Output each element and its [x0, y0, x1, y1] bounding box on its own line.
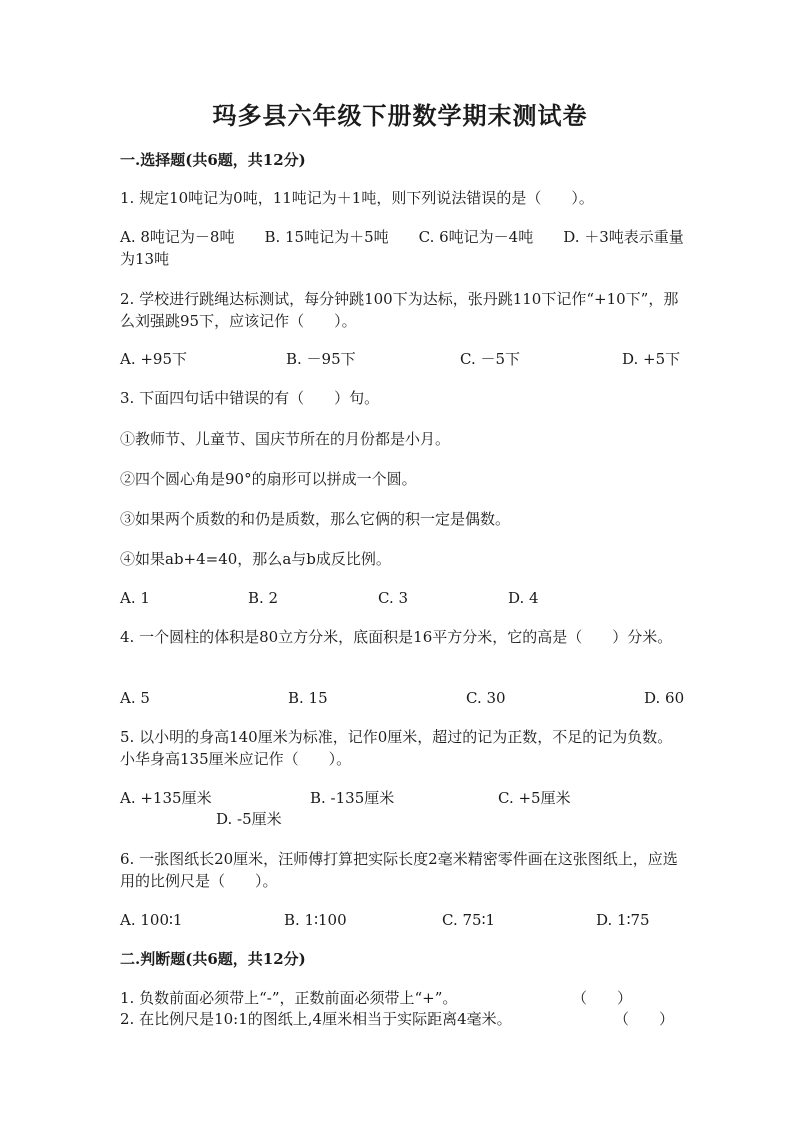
section-heading-judge: 二.判断题(共6题，共12分) [120, 950, 306, 968]
question-2: 2. 学校进行跳绳达标测试，每分钟跳100下为达标，张丹跳110下记作“+10下”，那么刘强跳95下，应该记作（ ）。 [120, 290, 679, 330]
judge-question-1-blank: （ ） [572, 989, 633, 1007]
option-d: D. +5下 [622, 350, 681, 368]
judge-question-2 [120, 1008, 690, 1030]
option-b: B. 15 [288, 689, 328, 707]
question-4-options [120, 687, 690, 709]
question-3: 3. 下面四句话中错误的有（ ）句。 [120, 389, 380, 407]
option-a: A. +95下 [120, 350, 188, 368]
option-c: C. +5厘米 [498, 789, 571, 807]
question-5-options-row-2 [120, 808, 690, 830]
question-1-options: A. 8吨记为－8吨 B. 15吨记为＋5吨 C. 6吨记为－4吨 D. ＋3吨表示重量为13吨 [120, 228, 684, 268]
option-a: A. +135厘米 [120, 789, 212, 807]
question-3-options [120, 587, 690, 609]
option-d: D. -5厘米 [216, 810, 282, 828]
option-b: B. -135厘米 [310, 789, 395, 807]
option-a: A. 5 [120, 689, 150, 707]
judge-question-1 [120, 987, 690, 1009]
question-1: 1. 规定10吨记为0吨，11吨记为＋1吨，则下列说法错误的是（ ）。 [120, 189, 594, 207]
question-3-statement-4: ④如果ab+4=40，那么a与b成反比例。 [120, 550, 391, 568]
question-5: 5. 以小明的身高140厘米为标准，记作0厘米，超过的记为正数，不足的记为负数。小华身高135厘米应记作（ ）。 [120, 728, 673, 768]
option-a: A. 100∶1 [120, 911, 183, 929]
option-c: C. 3 [378, 589, 409, 607]
question-4: 4. 一个圆柱的体积是80立方分米，底面积是16平方分米，它的高是（ ）分米。 [120, 628, 673, 646]
page-title: 玛多县六年级下册数学期末测试卷 [212, 101, 588, 130]
judge-question-2-text: 2. 在比例尺是10:1的图纸上,4厘米相当于实际距离4毫米。 [120, 1010, 512, 1028]
question-2-options [120, 348, 690, 370]
section-heading-choice: 一.选择题(共6题，共12分) [120, 151, 306, 169]
question-6-options [120, 909, 690, 931]
option-b: B. －95下 [286, 350, 356, 368]
option-c: C. 75∶1 [442, 911, 496, 929]
question-3-statement-1: ①教师节、儿童节、国庆节所在的月份都是小月。 [120, 430, 451, 448]
judge-question-2-blank: （ ） [614, 1010, 675, 1028]
option-d: D. 1∶75 [596, 911, 650, 929]
option-b: B. 2 [248, 589, 279, 607]
question-3-statement-2: ②四个圆心角是90°的扇形可以拼成一个圆。 [120, 470, 417, 488]
question-3-statement-3: ③如果两个质数的和仍是质数，那么它俩的积一定是偶数。 [120, 510, 511, 528]
option-d: D. 60 [644, 689, 685, 707]
option-d: D. 4 [508, 589, 539, 607]
question-5-options-row-1 [120, 787, 690, 809]
question-6: 6. 一张图纸长20厘米，汪师傅打算把实际长度2毫米精密零件画在这张图纸上，应选用的比例尺是（ ）。 [120, 850, 678, 890]
option-a: A. 1 [120, 589, 150, 607]
option-c: C. －5下 [460, 350, 521, 368]
option-c: C. 30 [466, 689, 506, 707]
judge-question-1-text: 1. 负数前面必须带上“-”，正数前面必须带上“+”。 [120, 989, 458, 1007]
option-b: B. 1∶100 [284, 911, 347, 929]
